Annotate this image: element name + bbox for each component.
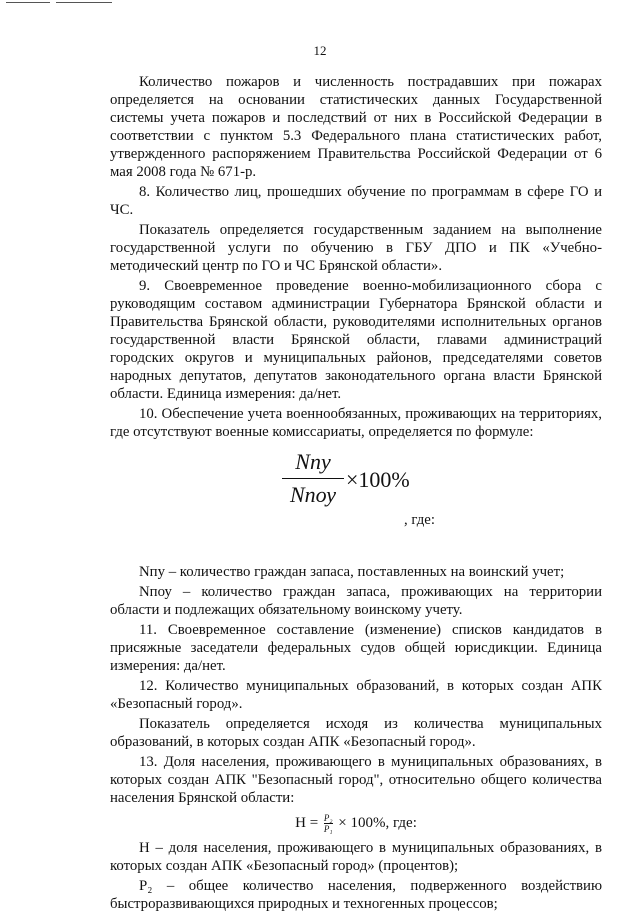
paragraph: Показатель определяется государственным заданием на выполнение государственной услуги по обучению в ГБУ ДПО и ПК «Учебно-методический центр по ГО и ЧС Брянской области». — [110, 222, 602, 274]
paragraph: Nпу – количество граждан запаса, поставленных на воинский учет; — [139, 564, 565, 580]
formula-numerator: P₂ — [323, 813, 333, 824]
paragraph: 9. Своевременное проведение военно-мобилизационного сбора с руководящим составом администрации Губернатора Брянской области и Правительства Брянской области, руководителями исполнительных органов государственной власти Брянской области, главами администраций городских округов и муниципальных районов, председателями советов народных депутатов, депутатов законодательного органа власти Брянской области. Единица измерения: да/нет. — [110, 278, 602, 402]
paragraph: Н – доля населения, проживающего в муниципальных образованиях, в которых создан АПК «Безопасный город» (процентов); — [110, 840, 602, 874]
top-rule — [6, 2, 50, 3]
formula-rhs: × 100%, где: — [338, 815, 417, 831]
formula-multiplier: ×100% — [346, 467, 410, 492]
formula-population-share — [110, 809, 602, 837]
page-number: 12 — [313, 43, 327, 58]
formula-denominator: Nпоу — [290, 482, 336, 507]
document-body — [110, 73, 602, 915]
paragraph: 12. Количество муниципальных образований, в которых создан АПК «Безопасный город». — [110, 678, 602, 712]
paragraph: Количество пожаров и численность пострадавших при пожарах определяется на основании статистических данных Государственной системы учета пожаров и последствий от них в Российской Федерации в соответствии с пунктом 5.3 Федерального плана статистических работ, утвержденного распоряжением Правительства Российской Федерации от 6 мая 2008 года № 671-р. — [110, 74, 602, 180]
formula-fraction — [324, 813, 333, 834]
formula-numerator: Nпу — [295, 449, 331, 474]
paragraph: Р₂ – общее количество населения, подверженного воздействию быстроразвивающихся природных и техногенных процессов; — [110, 878, 602, 912]
paragraph: 8. Количество лиц, прошедших обучение по программам в сфере ГО и ЧС. — [110, 184, 602, 218]
formula-denominator: P₁ — [323, 824, 333, 835]
formula-lhs: H = — [295, 815, 319, 831]
paragraph: 10. Обеспечение учета военнообязанных, проживающих на территориях, где отсутствуют военные комиссариаты, определяется по формуле: — [110, 406, 602, 440]
formula-military-registration — [110, 449, 602, 559]
paragraph: 13. Доля населения, проживающего в муниципальных образованиях, в которых создан АПК "Безопасный город", относительно общего количества населения Брянской области: — [110, 754, 602, 806]
paragraph: 11. Своевременное составление (изменение) списков кандидатов в присяжные заседатели федеральных судов общей юрисдикции. Единица измерения: да/нет. — [110, 622, 602, 674]
formula-fraction — [282, 449, 344, 508]
paragraph: Nпоу – количество граждан запаса, проживающих на территории области и подлежащих обязательному воинскому учету. — [110, 584, 602, 618]
paragraph: Показатель определяется исходя из количества муниципальных образований, в которых создан АПК «Безопасный город». — [110, 716, 602, 750]
formula-suffix: , где: — [404, 512, 435, 528]
top-rule — [56, 2, 112, 3]
